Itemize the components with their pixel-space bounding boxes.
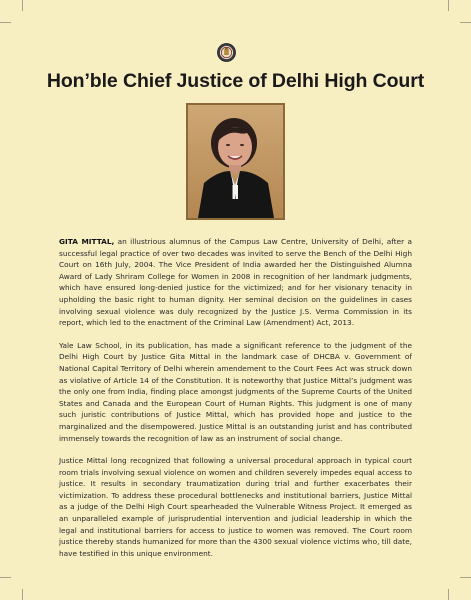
crop-mark	[0, 577, 11, 578]
crop-mark	[460, 22, 471, 23]
paragraph-2	[59, 340, 412, 444]
paragraph-3	[59, 455, 412, 559]
crop-mark	[0, 22, 11, 23]
crop-mark	[460, 577, 471, 578]
paragraph-text: Yale Law School, in its publication, has made a significant reference to the judgment of the Delhi High Court by Justice Gita Mittal in the landmark case of DHCBA v. Government of National Capital Territory of Delhi wherein amendement to the Court Fees Act was struck down as violative of Article 14 of the Constitution. It is noteworthy that Justice Mittal’s judgment was the only one from India, finding place amongst judgments of the Supreme Courts of the United States and Canada and the European Court of Human Rights. This judgment is one of many such juristic contributions of Justice Mittal, which has provided hope and justice to the marginalized and the disempowered. Justice Mittal is an outstanding jurist and has contributed immensely towards the recognition of law as an instrument of social change.	[59, 340, 412, 443]
crop-mark	[448, 0, 449, 11]
paragraph-text: an illustrious alumnus of the Campus Law Centre, University of Delhi, after a successful legal practice of over two decades was invited to serve the Bench of the Delhi High Court on 16th July, 2004. The Vice President of India awarded her the Distinguished Alumna Award of Lady Shriram College for Women in 2008 in recognition of her landmark judgments, which have ensured long-denied justice for the victimized; and for her visionary tenacity in upholding the basic right to human dignity. Her seminal decision on the guidelines in cases involving sexual violence was duly recognized by the Justice J.S. Verma Commission in its report, which led to the enactment of the Criminal Law (Amendment) Act, 2013.	[59, 237, 413, 328]
court-emblem-icon	[217, 43, 236, 62]
paragraph-text: Justice Mittal long recognized that following a universal procedural approach in typical court room trials involving sexual violence on women and children severely impedes equal access to justice. It results in secondary traumatization during trial and further exacerbates their victimization. To address these procedural bottlenecks and institutional barriers, Justice Mittal as a judge of the Delhi High Court spearheaded the Vulnerable Witness Project. It emerged as an unparalleled example of jurisprudential intervention and judicial leadership in which the legal and institutional barriers for access to justice to women was removed. The Court room justice thereby stands humanized for more than the 4300 sexual violence victims who, till date, have testified in this unique environment.	[59, 456, 412, 558]
crop-mark	[22, 589, 23, 600]
portrait-photo	[186, 103, 285, 220]
paragraph-1	[59, 236, 412, 329]
crop-mark	[448, 589, 449, 600]
page-title: Hon’ble Chief Justice of Delhi High Court	[46, 70, 425, 92]
name-lead: GITA MITTAL,	[59, 237, 115, 246]
biography-text	[59, 236, 412, 570]
crop-mark	[22, 0, 23, 11]
